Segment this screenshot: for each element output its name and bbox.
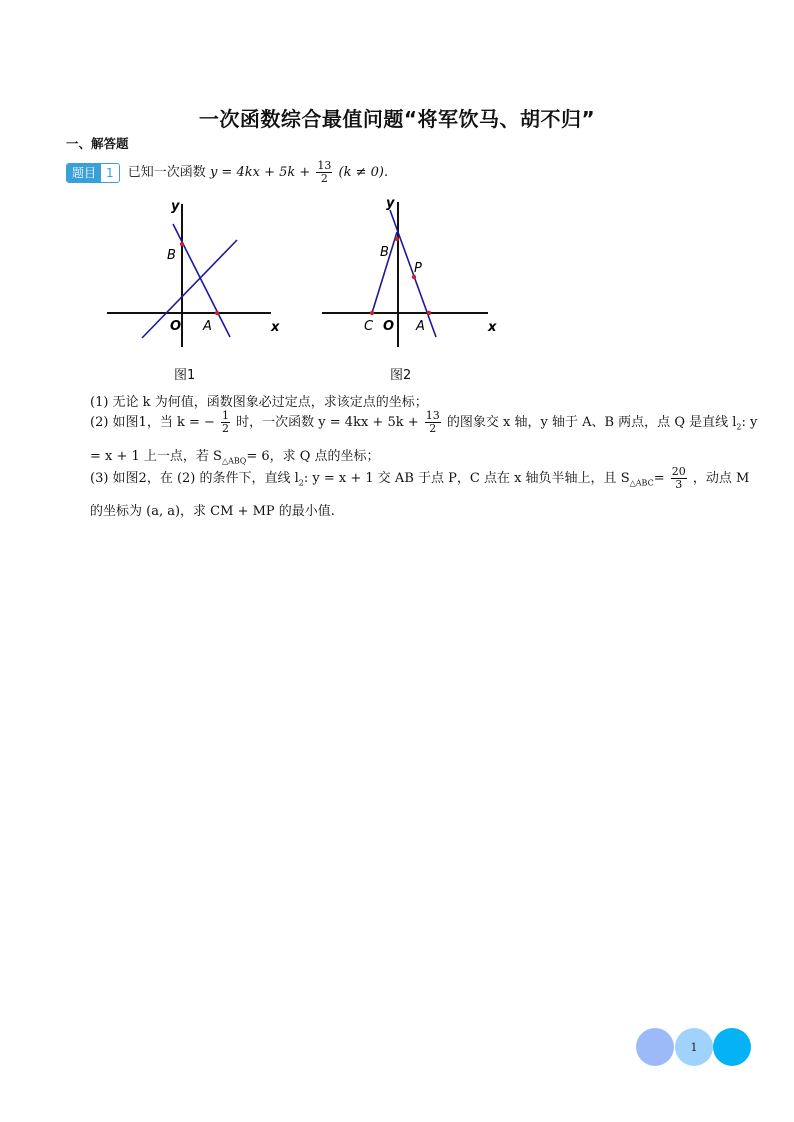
- problem-fraction: [316, 160, 332, 185]
- label-p: P: [414, 261, 422, 276]
- section-heading: 一、解答题: [66, 136, 129, 151]
- point-b: [180, 242, 184, 246]
- badge-number: 1: [101, 164, 119, 182]
- problem-statement: [66, 160, 388, 185]
- q2-part-a: (2) 如图1，当 k = −: [90, 415, 215, 430]
- label-o: O: [383, 319, 395, 334]
- problem-intro: 已知一次函数: [127, 165, 206, 180]
- label-a: A: [416, 319, 425, 334]
- problem-equation: y = 4kx + 5k +: [209, 165, 311, 180]
- question-3: [90, 466, 749, 491]
- q2-line2-b: = 6，求 Q 点的坐标；: [246, 449, 380, 464]
- label-x: x: [488, 320, 497, 335]
- label-y: y: [386, 196, 395, 211]
- fraction-denominator: 2: [320, 172, 328, 185]
- q2-f2-num: 13: [425, 409, 440, 422]
- question-2-line-2: [90, 445, 380, 466]
- page-number: 1: [690, 1040, 698, 1054]
- question-1: (1) 无论 k 为何值，函数图象必过定点，求该定点的坐标；: [90, 395, 428, 410]
- q3-sub-abc: △ABC: [629, 478, 654, 488]
- page-circle-right: [713, 1028, 751, 1066]
- q2-part-b: 时，一次函数 y = 4kx + 5k +: [236, 415, 419, 430]
- q2-line2-a: = x + 1 上一点，若 S: [90, 449, 222, 464]
- q2-part-d: : y: [741, 415, 758, 430]
- q2-f1-num: 1: [222, 409, 230, 422]
- point-a: [215, 311, 219, 315]
- q3-f-den: 3: [675, 478, 683, 491]
- q2-fraction-1: [221, 410, 230, 435]
- page-number-badge: [636, 1028, 752, 1068]
- label-c: C: [364, 319, 374, 334]
- q3-f-num: 20: [671, 465, 686, 478]
- q3-fraction: [671, 466, 687, 491]
- problem-condition: (k ≠ 0).: [338, 165, 389, 180]
- page-title: 一次函数综合最值问题“将军饮马、胡不归”: [198, 107, 596, 131]
- label-x: x: [271, 320, 280, 335]
- q2-f1-den: 2: [222, 422, 230, 435]
- page-circle-middle: [675, 1028, 713, 1066]
- q2-fraction-2: [425, 410, 441, 435]
- label-b: B: [167, 248, 176, 263]
- label-b: B: [380, 245, 389, 260]
- label-o: O: [170, 319, 182, 334]
- question-2: [90, 410, 757, 435]
- q2-f2-den: 2: [429, 422, 437, 435]
- q2-sub-abq: △ABQ: [221, 456, 247, 466]
- figure-1-caption: 图1: [174, 368, 196, 383]
- q3-part-b: : y = x + 1 交 AB 于点 P，C 点在 x 轴负半轴上，且 S: [303, 471, 630, 486]
- q3-sub-2: 2: [298, 478, 304, 488]
- figure-1: [105, 192, 285, 354]
- q3-part-c: =: [653, 471, 665, 486]
- question-3-line-2: 的坐标为 (a, a)，求 CM + MP 的最小值.: [90, 504, 335, 519]
- label-a: A: [203, 319, 212, 334]
- q2-part-c: 的图象交 x 轴，y 轴于 A、B 两点，点 Q 是直线 l: [446, 415, 737, 430]
- badge-label: 题目: [67, 164, 101, 182]
- q3-part-a: (3) 如图2，在 (2) 的条件下，直线 l: [90, 471, 299, 486]
- point-b: [395, 237, 399, 241]
- line-ab: [390, 210, 436, 337]
- fraction-numerator: 13: [317, 159, 332, 172]
- point-a: [427, 311, 431, 315]
- problem-badge: [66, 163, 120, 183]
- q3-part-d: ，动点 M: [692, 471, 750, 486]
- figure-2: [318, 192, 504, 354]
- figure-2-caption: 图2: [390, 368, 412, 383]
- page-circle-left: [636, 1028, 674, 1066]
- point-c: [370, 311, 374, 315]
- label-y: y: [171, 199, 180, 214]
- q2-sub-2: 2: [736, 422, 742, 432]
